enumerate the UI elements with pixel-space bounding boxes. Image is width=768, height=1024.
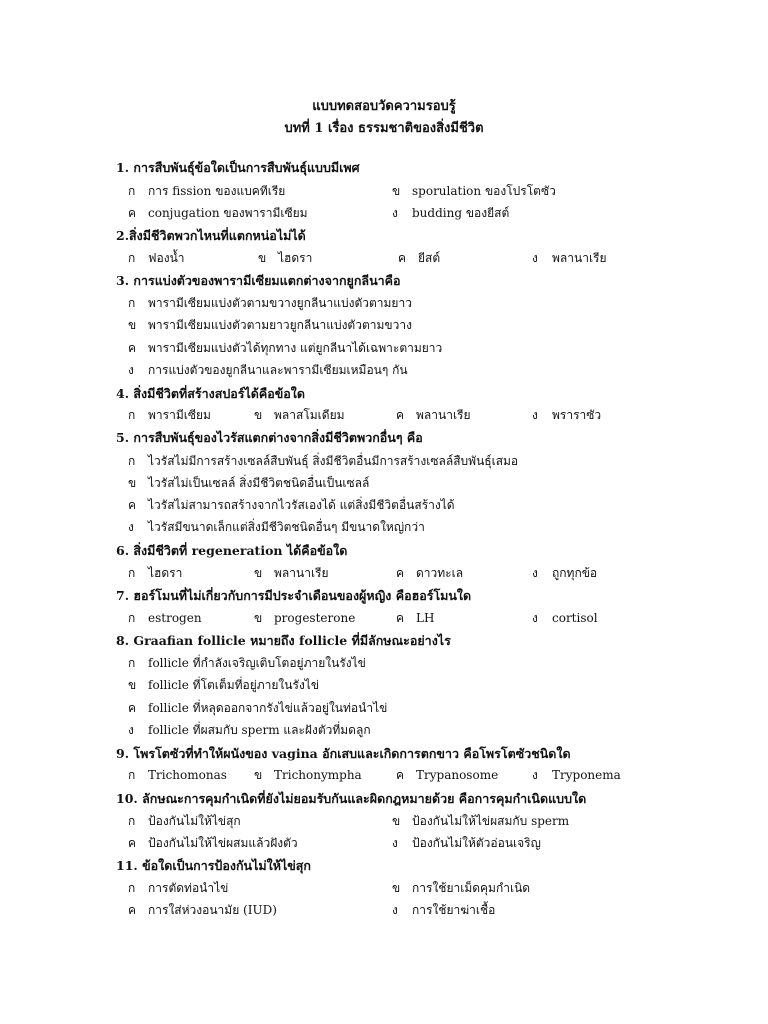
option-4[interactable] <box>128 518 425 537</box>
option-text: ไฮดรา <box>278 251 313 265</box>
option-4[interactable] <box>532 406 601 425</box>
option-4[interactable] <box>532 249 607 268</box>
option-text: พารามีเซียมแบ่งตัวตามขวางยูกลีนาแบ่งตัวตามยาว <box>148 296 412 310</box>
option-text: ไวรัสไม่มีการสร้างเซลล์สืบพันธุ์ สิ่งมีชีวิตอื่นมีการสร้างเซลล์สืบพันธุ์เสมอ <box>148 454 519 468</box>
option-2[interactable] <box>254 766 362 785</box>
option-text: Tryponema <box>552 768 621 782</box>
option-label: ก <box>128 814 136 828</box>
option-label: ค <box>128 341 137 355</box>
option-text: พารามีเซียมแบ่งตัวได้ทุกทาง แต่ยูกลีนาได้เฉพาะตามยาว <box>148 341 443 355</box>
option-label: ก <box>128 408 136 422</box>
option-2[interactable] <box>128 676 319 695</box>
option-label: ก <box>128 296 136 310</box>
option-1[interactable] <box>128 452 518 471</box>
question-text: 5. การสืบพันธุ์ของไวรัสแตกต่างจากสิ่งมีชีวิตพวกอื่นๆ คือ <box>116 430 423 445</box>
option-text: ไวรัสมีขนาดเล็กแต่สิ่งมีชีวิตชนิดอื่นๆ มีขนาดใหญ่กว่า <box>148 520 425 534</box>
option-label: ข <box>392 184 401 198</box>
option-label: ง <box>532 251 538 265</box>
option-label: ง <box>532 566 538 580</box>
option-text: Trichonympha <box>274 768 362 782</box>
option-label: ก <box>128 881 136 895</box>
option-label: ข <box>254 611 263 625</box>
option-text: การใช้ยาเม็ดคุมกำเนิด <box>412 881 531 895</box>
option-1[interactable] <box>128 654 366 673</box>
option-1[interactable] <box>128 609 202 628</box>
option-text: ถูกทุกข้อ <box>552 566 598 580</box>
option-text: พลานาเรีย <box>416 408 471 422</box>
option-label: ง <box>392 836 398 850</box>
option-label: ง <box>532 768 538 782</box>
option-label: ก <box>128 656 136 670</box>
option-4[interactable] <box>128 721 371 740</box>
option-text: ป้องกันไม่ให้ไข่ผสมแล้วฝังตัว <box>148 836 298 850</box>
option-1[interactable] <box>128 766 227 785</box>
option-3[interactable] <box>396 766 498 785</box>
option-label: ค <box>396 408 405 422</box>
option-2[interactable] <box>392 879 530 898</box>
option-text: ยีสต์ <box>418 251 441 265</box>
option-label: ค <box>128 498 137 512</box>
option-4[interactable] <box>392 901 495 920</box>
option-label: ง <box>128 363 134 377</box>
option-text: การใช้ยาฆ่าเชื้อ <box>412 903 496 917</box>
option-1[interactable] <box>128 564 182 583</box>
question-text: 7. ฮอร์โมนที่ไม่เกี่ยวกับการมีประจำเดือนของผู้หญิง คือฮอร์โมนใด <box>116 588 472 603</box>
option-label: ก <box>128 454 136 468</box>
option-3[interactable] <box>398 249 440 268</box>
option-text: Trichomonas <box>148 768 227 782</box>
option-text: ไวรัสไม่สามารถสร้างจากไวรัสเองได้ แต่สิ่งมีชีวิตอื่นสร้างได้ <box>148 498 455 512</box>
option-label: ค <box>128 836 137 850</box>
option-text: ป้องกันไม่ให้ไข่ผสมกับ sperm <box>412 814 570 828</box>
option-text: ไฮดรา <box>148 566 183 580</box>
option-label: ก <box>128 566 136 580</box>
option-text: follicle ที่ผสมกับ sperm และฝังตัวที่มดลูก <box>148 723 371 737</box>
option-4[interactable] <box>532 609 598 628</box>
option-3[interactable] <box>128 834 298 853</box>
question-text: 3. การแบ่งตัวของพารามีเซียมแตกต่างจากยูกลีนาคือ <box>116 273 401 288</box>
option-label: ง <box>392 903 398 917</box>
option-text: follicle ที่โตเต็มที่อยู่ภายในรังไข่ <box>148 678 320 692</box>
option-3[interactable] <box>128 699 387 718</box>
option-label: ข <box>254 566 263 580</box>
option-text: follicle ที่กำลังเจริญเติบโตอยู่ภายในรังไข่ <box>148 656 366 670</box>
option-2[interactable] <box>392 182 556 201</box>
question-10 <box>0 789 768 850</box>
option-text: การแบ่งตัวของยูกลีนาและพารามีเซียมเหมือนๆ กัน <box>148 363 408 377</box>
option-label: ค <box>128 206 137 220</box>
option-3[interactable] <box>128 204 308 223</box>
option-4[interactable] <box>532 564 597 583</box>
option-label: ก <box>128 611 136 625</box>
option-text: ป้องกันไม่ให้ไข่สุก <box>148 814 241 828</box>
option-text: ไวรัสไม่เป็นเซลล์ สิ่งมีชีวิตชนิดอื่นเป็นเซลล์ <box>148 476 370 490</box>
option-2[interactable] <box>128 474 369 493</box>
question-text: 6. สิ่งมีชีวิตที่ regeneration ได้คือข้อใด <box>116 543 348 558</box>
option-4[interactable] <box>392 204 509 223</box>
question-9 <box>0 744 768 782</box>
option-label: ข <box>254 768 263 782</box>
option-label: ค <box>398 251 407 265</box>
option-label: ข <box>128 318 137 332</box>
option-label: ง <box>392 206 398 220</box>
option-text: การใส่ห่วงอนามัย (IUD) <box>148 903 277 917</box>
option-label: ง <box>532 611 538 625</box>
option-label: ก <box>128 184 136 198</box>
option-text: cortisol <box>552 611 598 625</box>
question-11 <box>0 856 768 917</box>
question-text: 9. โพรโตซัวที่ทำให้ผนังของ vagina อักเสบและเกิดการตกขาว คือโพรโตซัวชนิดใด <box>116 746 571 761</box>
question-1 <box>0 158 768 220</box>
option-2[interactable] <box>128 316 412 335</box>
option-label: ค <box>396 768 405 782</box>
option-3[interactable] <box>128 339 442 358</box>
question-text: 4. สิ่งมีชีวิตที่สร้างสปอร์ได้คือข้อใด <box>116 386 306 401</box>
option-text: พารามีเซียม <box>148 408 211 422</box>
question-text: 11. ข้อใดเป็นการป้องกันไม่ให้ไข่สุก <box>116 858 311 873</box>
question-8 <box>0 631 768 737</box>
question-7 <box>0 586 768 625</box>
option-1[interactable] <box>128 812 241 831</box>
option-3[interactable] <box>128 496 455 515</box>
option-2[interactable] <box>254 609 355 628</box>
question-5 <box>0 428 768 534</box>
option-label: ข <box>392 814 401 828</box>
option-label: ก <box>128 251 136 265</box>
option-label: ง <box>532 408 538 422</box>
option-1[interactable] <box>128 879 228 898</box>
page-title: แบบทดสอบวัดความรอบรู้ <box>312 99 456 114</box>
option-label: ค <box>128 701 137 715</box>
option-label: ข <box>392 881 401 895</box>
option-text: ฟองน้ำ <box>148 251 185 265</box>
option-2[interactable] <box>254 564 329 583</box>
option-text: พารามีเซียมแบ่งตัวตามยาวยูกลีนาแบ่งตัวตามขวาง <box>148 318 412 332</box>
option-text: estrogen <box>148 611 202 625</box>
option-1[interactable] <box>128 406 211 425</box>
option-text: budding ของยีสต์ <box>412 206 510 220</box>
option-text: พลาสโมเดียม <box>274 408 345 422</box>
question-3 <box>0 271 768 377</box>
option-3[interactable] <box>396 564 463 583</box>
option-text: ดาวทะเล <box>416 566 464 580</box>
option-2[interactable] <box>254 406 345 425</box>
question-6 <box>0 541 768 580</box>
option-label: ข <box>258 251 267 265</box>
option-label: ค <box>396 566 405 580</box>
question-text: 1. การสืบพันธุ์ข้อใดเป็นการสืบพันธุ์แบบมีเพศ <box>116 160 360 175</box>
option-label: ข <box>128 678 137 692</box>
option-text: sporulation ของโปรโตซัว <box>412 184 556 198</box>
option-text: follicle ที่หลุดออกจากรังไข่แล้วอยู่ในท่อนำไข่ <box>148 701 388 715</box>
option-3[interactable] <box>128 901 277 920</box>
option-label: ค <box>128 903 137 917</box>
option-text: พราราซัว <box>552 408 602 422</box>
option-4[interactable] <box>532 766 621 785</box>
question-text: 10. ลักษณะการคุมกำเนิดที่ยังไม่ยอมรับกันและผิดกฎหมายด้วย คือการคุมกำเนิดแบบใด <box>116 791 587 806</box>
option-label: ข <box>128 476 137 490</box>
option-text: พลานาเรีย <box>274 566 329 580</box>
option-1[interactable] <box>128 249 185 268</box>
question-2 <box>0 226 768 265</box>
option-2[interactable] <box>258 249 312 268</box>
option-3[interactable] <box>396 406 471 425</box>
option-2[interactable] <box>392 812 569 831</box>
option-label: ง <box>128 723 134 737</box>
option-4[interactable] <box>392 834 541 853</box>
option-text: LH <box>416 611 435 625</box>
option-text: ป้องกันไม่ให้ตัวอ่อนเจริญ <box>412 836 541 850</box>
option-text: การ fission ของแบคทีเรีย <box>148 184 286 198</box>
option-text: การตัดท่อนำไข่ <box>148 881 229 895</box>
option-label: ข <box>254 408 263 422</box>
page-subtitle: บทที่ 1 เรื่อง ธรรมชาติของสิ่งมีชีวิต <box>284 121 484 136</box>
option-text: พลานาเรีย <box>552 251 607 265</box>
option-1[interactable] <box>128 294 412 313</box>
question-text: 8. Graafian follicle หมายถึง follicle ที่มีลักษณะอย่างไร <box>116 633 451 648</box>
question-text: 2.สิ่งมีชีวิตพวกไหนที่แตกหน่อไม่ได้ <box>116 228 306 243</box>
option-4[interactable] <box>128 361 408 380</box>
option-label: ค <box>396 611 405 625</box>
question-4 <box>0 384 768 422</box>
option-text: Trypanosome <box>416 768 499 782</box>
option-label: ก <box>128 768 136 782</box>
option-1[interactable] <box>128 182 285 201</box>
option-label: ง <box>128 520 134 534</box>
option-3[interactable] <box>396 609 434 628</box>
option-text: progesterone <box>274 611 356 625</box>
option-text: conjugation ของพารามีเซียม <box>148 206 308 220</box>
